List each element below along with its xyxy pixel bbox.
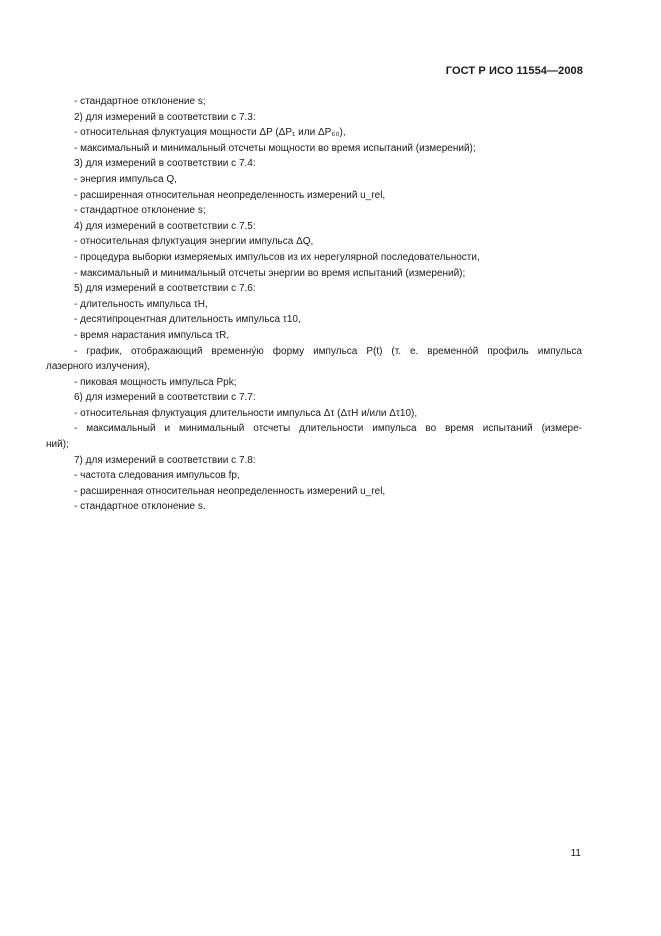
text-line: - график, отображающий временну́ю форму импульса P(t) (т. е. временно́й профиль импульса bbox=[74, 345, 582, 357]
text-line: - стандартное отклонение s. bbox=[74, 501, 206, 513]
text-line: 4) для измерений в соответствии с 7.5: bbox=[74, 220, 256, 232]
document-body bbox=[46, 94, 582, 515]
text-line: 2) для измерений в соответствии с 7.3: bbox=[74, 111, 256, 123]
page-number: 11 bbox=[570, 848, 581, 859]
text-line: - стандартное отклонение s; bbox=[74, 205, 206, 217]
text-line: - пиковая мощность импульса Ppk; bbox=[74, 376, 237, 388]
text-line: - десятипроцентная длительность импульса τ10, bbox=[74, 314, 301, 326]
text-line: - расширенная относительная неопределенность измерений u_rel, bbox=[74, 189, 386, 201]
text-line: - энергия импульса Q, bbox=[74, 173, 177, 185]
text-line: 6) для измерений в соответствии с 7.7: bbox=[74, 392, 256, 404]
text-line: ний); bbox=[46, 439, 69, 451]
text-line: - максимальный и минимальный отсчеты энергии во время испытаний (измерений); bbox=[74, 267, 466, 279]
text-line: 7) для измерений в соответствии с 7.8: bbox=[74, 454, 256, 466]
text-line: - длительность импульса τH, bbox=[74, 298, 208, 310]
text-line: - время нарастания импульса τR, bbox=[74, 329, 230, 341]
text-line: - максимальный и минимальный отсчеты длительности импульса во время испытаний (измере- bbox=[74, 423, 582, 435]
text-line: 3) для измерений в соответствии с 7.4: bbox=[74, 158, 256, 170]
text-line: лазерного излучения), bbox=[46, 361, 151, 373]
text-line: - процедура выборки измеряемых импульсов из их нерегулярной последовательности, bbox=[74, 251, 480, 263]
text-line: - относительная флуктуация энергии импульса ΔQ, bbox=[74, 236, 314, 248]
text-line: - стандартное отклонение s; bbox=[74, 96, 206, 107]
text-line: - максимальный и минимальный отсчеты мощности во время испытаний (измерений); bbox=[74, 142, 476, 154]
text-line: - относительная флуктуация длительности импульса Δτ (ΔτH и/или Δτ10), bbox=[74, 407, 418, 419]
text-line: - расширенная относительная неопределенность измерений u_rel, bbox=[74, 485, 386, 497]
text-line: - относительная флуктуация мощности ΔP (ΔP₁ или ΔP₆₀), bbox=[74, 127, 346, 139]
text-line: - частота следования импульсов fp, bbox=[74, 470, 240, 482]
document-header: ГОСТ Р ИСО 11554—2008 bbox=[445, 65, 583, 77]
text-line: 5) для измерений в соответствии с 7.6: bbox=[74, 283, 256, 295]
